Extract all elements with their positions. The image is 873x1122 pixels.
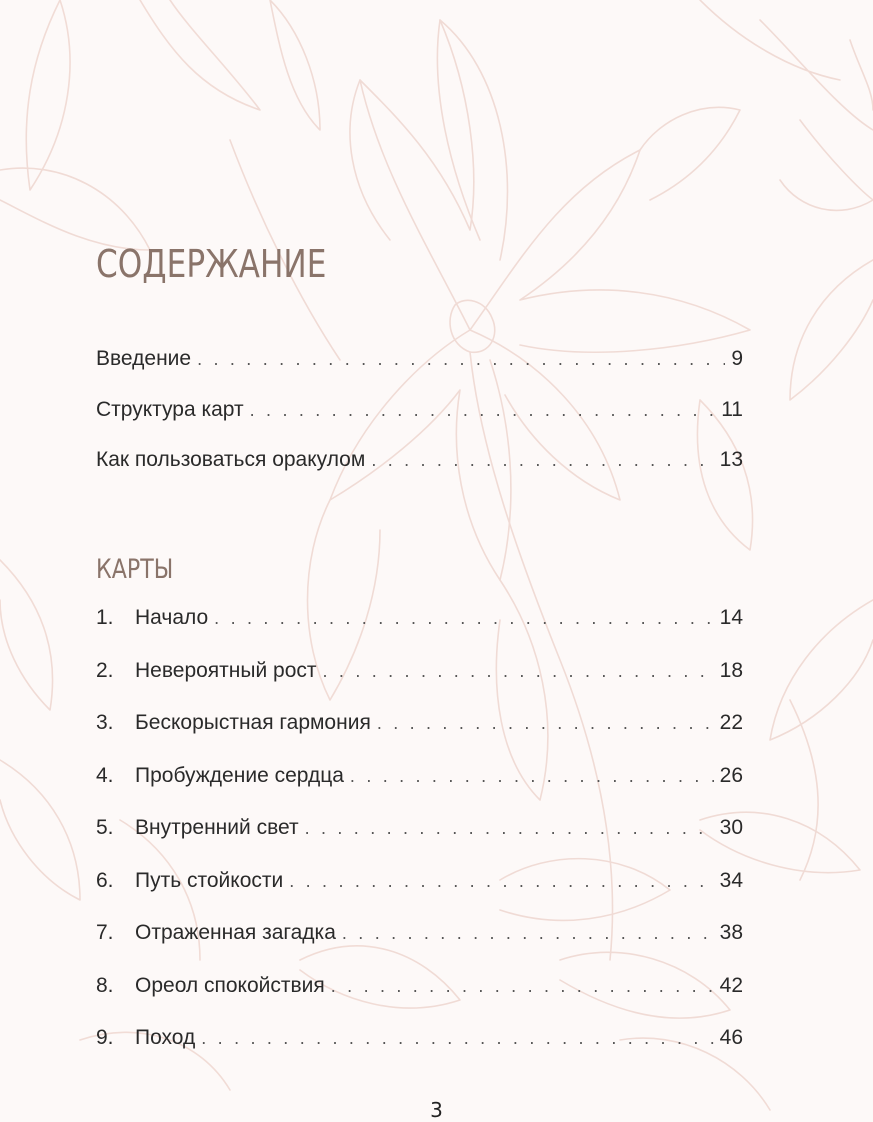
dot-leader bbox=[214, 609, 713, 627]
toc-entry-card-4[interactable] bbox=[96, 765, 743, 818]
toc-entry-label: Пробуждение сердца bbox=[135, 763, 344, 787]
toc-entry-how-to-use[interactable] bbox=[96, 449, 743, 500]
toc-entry-page: 9 bbox=[731, 347, 743, 370]
page-number: 3 bbox=[430, 1098, 443, 1122]
section-title-cards: КАРТЫ bbox=[96, 554, 174, 585]
toc-entry-number: 9. bbox=[96, 1026, 114, 1049]
toc-entry-label: Путь стойкости bbox=[135, 868, 284, 892]
toc-entry-page: 14 bbox=[719, 606, 743, 629]
toc-cards-list bbox=[96, 607, 743, 1080]
toc-entry-label: Как пользоваться оракулом bbox=[96, 448, 366, 471]
page-title: СОДЕРЖАНИЕ bbox=[96, 242, 327, 286]
toc-entry-number: 7. bbox=[96, 921, 114, 944]
toc-entry-number: 1. bbox=[96, 606, 114, 629]
toc-intro-list bbox=[96, 348, 743, 500]
toc-entry-number: 2. bbox=[96, 658, 114, 682]
toc-entry-page: 46 bbox=[719, 1026, 743, 1049]
toc-entry-card-9[interactable] bbox=[96, 1027, 743, 1080]
toc-entry-card-6[interactable] bbox=[96, 870, 743, 923]
toc-entry-label: Отраженная загадка bbox=[135, 921, 336, 944]
toc-entry-card-2[interactable] bbox=[96, 660, 743, 713]
dot-leader bbox=[305, 819, 714, 837]
toc-entry-page: 38 bbox=[719, 921, 743, 944]
dot-leader bbox=[201, 1029, 713, 1047]
dot-leader bbox=[197, 350, 725, 368]
toc-entry-card-structure[interactable] bbox=[96, 399, 743, 450]
toc-entry-label: Начало bbox=[135, 606, 209, 629]
toc-entry-label: Структура карт bbox=[96, 397, 244, 421]
toc-entry-label: Внутренний свет bbox=[135, 816, 299, 839]
toc-entry-label: Введение bbox=[96, 347, 192, 370]
toc-entry-page: 42 bbox=[719, 973, 743, 997]
dot-leader bbox=[342, 924, 714, 942]
dot-leader bbox=[350, 767, 714, 785]
dot-leader bbox=[289, 872, 713, 890]
toc-entry-card-5[interactable] bbox=[96, 817, 743, 870]
toc-entry-number: 4. bbox=[96, 763, 114, 787]
toc-entry-card-8[interactable] bbox=[96, 975, 743, 1028]
toc-entry-page: 13 bbox=[719, 448, 743, 471]
dot-leader bbox=[371, 451, 713, 469]
toc-entry-label: Бескорыстная гармония bbox=[135, 711, 371, 734]
dot-leader bbox=[377, 714, 714, 732]
toc-entry-label: Поход bbox=[135, 1026, 196, 1049]
toc-entry-page: 34 bbox=[719, 868, 743, 892]
dot-leader bbox=[250, 401, 716, 419]
toc-entry-card-7[interactable] bbox=[96, 922, 743, 975]
toc-entry-page: 11 bbox=[721, 397, 743, 421]
dot-leader bbox=[323, 662, 714, 680]
toc-entry-card-3[interactable] bbox=[96, 712, 743, 765]
toc-entry-page: 22 bbox=[719, 711, 743, 734]
toc-entry-page: 30 bbox=[719, 816, 743, 839]
toc-entry-introduction[interactable] bbox=[96, 348, 743, 399]
dot-leader bbox=[331, 977, 714, 995]
toc-entry-label: Невероятный рост bbox=[135, 658, 317, 682]
toc-entry-number: 8. bbox=[96, 973, 114, 997]
toc-entry-number: 5. bbox=[96, 816, 114, 839]
toc-entry-number: 6. bbox=[96, 868, 114, 892]
toc-entry-card-1[interactable] bbox=[96, 607, 743, 660]
toc-entry-page: 26 bbox=[719, 763, 743, 787]
toc-entry-label: Ореол спокойствия bbox=[135, 973, 325, 997]
toc-entry-page: 18 bbox=[719, 658, 743, 682]
toc-entry-number: 3. bbox=[96, 711, 114, 734]
